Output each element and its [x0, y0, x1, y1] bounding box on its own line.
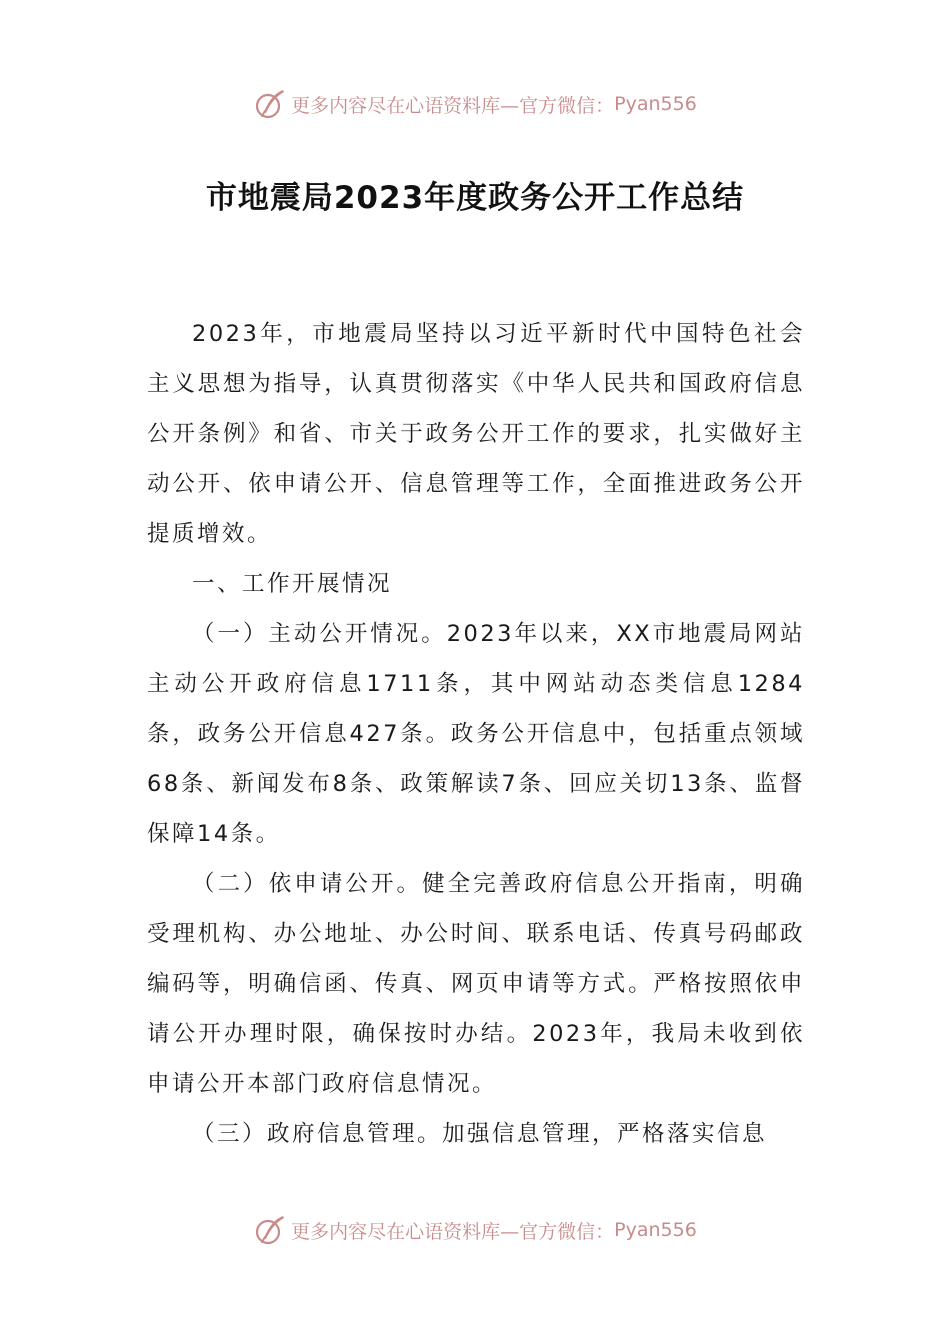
- document-body: [147, 309, 805, 1159]
- quill-pen-icon: [253, 87, 287, 121]
- watermark-text: 更多内容尽在心语资料库—官方微信：: [291, 94, 615, 117]
- watermark-header: [0, 84, 950, 124]
- document-title: 市地震局2023年度政务公开工作总结: [205, 180, 745, 216]
- section-heading: 一、工作开展情况: [192, 571, 393, 597]
- paragraph-intro: 2023年，市地震局坚持以习近平新时代中国特色社会主义思想为指导，认真贯彻落实《中华人民共和国政府信息公开条例》和省、市关于政务公开工作的要求，扎实做好主动公开、依申请公开、信息管理等工作，全面推进政务公开提质增效。: [147, 321, 805, 547]
- watermark-footer: [0, 1210, 950, 1250]
- quill-pen-icon: [253, 1213, 287, 1247]
- watermark-wechat-id: Pyan556: [614, 1219, 697, 1241]
- watermark-wechat-id: Pyan556: [614, 93, 697, 115]
- paragraph-active-disclosure: （一）主动公开情况。2023年以来，XX市地震局网站主动公开政府信息1711条，其中网站动态类信息1284条，政务公开信息427条。政务公开信息中，包括重点领域68条、新闻发布8条、政策解读7条、回应关切13条、监督保障14条。: [147, 621, 805, 847]
- watermark-text: 更多内容尽在心语资料库—官方微信：: [291, 1220, 615, 1243]
- paragraph-info-management: （三）政府信息管理。加强信息管理，严格落实信息: [192, 1121, 768, 1147]
- paragraph-on-request: （二）依申请公开。健全完善政府信息公开指南，明确受理机构、办公地址、办公时间、联系电话、传真号码邮政编码等，明确信函、传真、网页申请等方式。严格按照依申请公开办理时限，确保按时办结。2023年，我局未收到依申请公开本部门政府信息情况。: [147, 871, 805, 1097]
